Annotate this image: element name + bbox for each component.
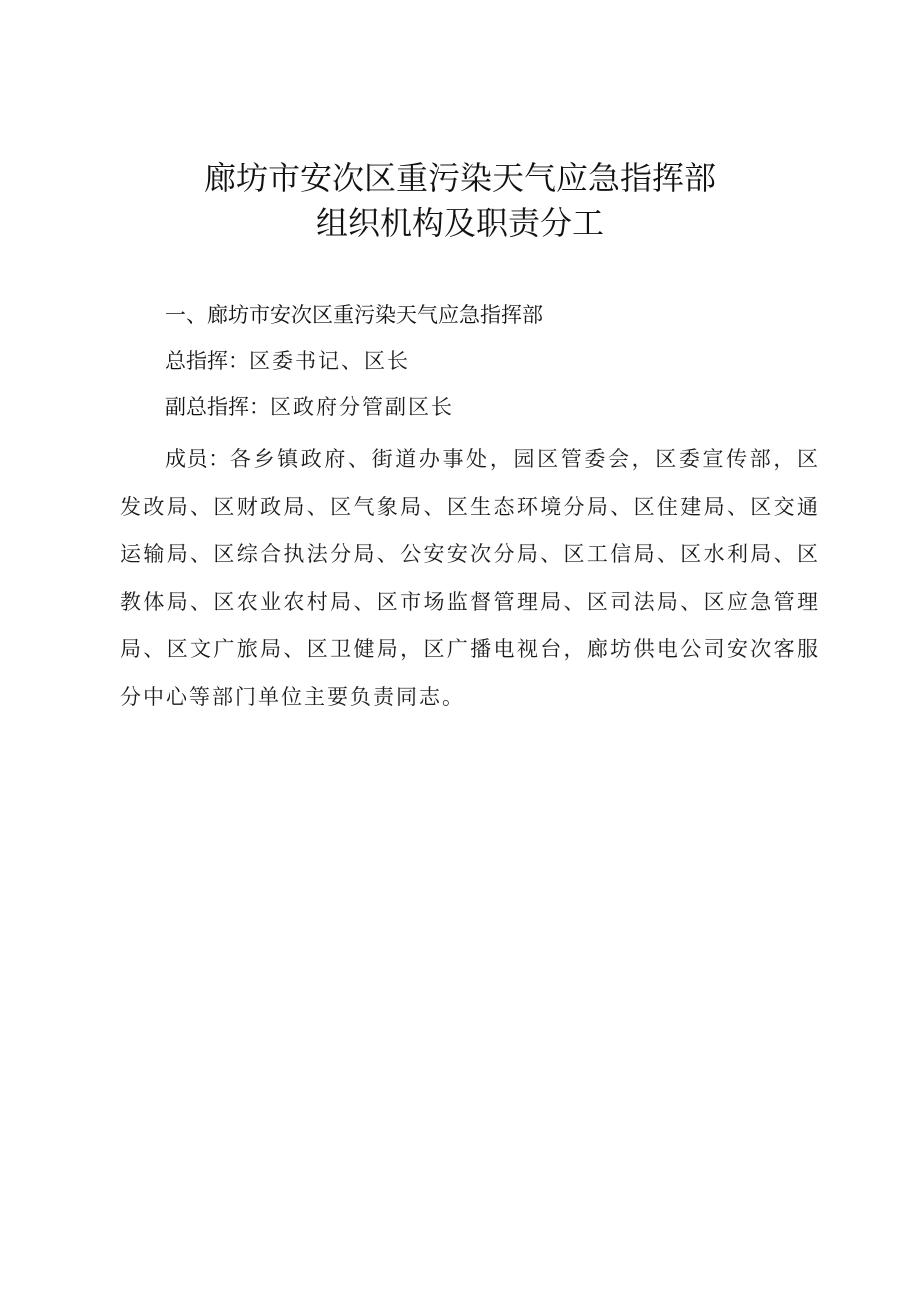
members-paragraph (120, 436, 820, 721)
members-value: 各乡镇政府、街道办事处，园区管委会，区委宣传部，区发改局、区财政局、区气象局、区生态环境分局、区住建局、区交通运输局、区综合执法分局、公安安次分局、区工信局、区水利局、区教体局、区农业农村局、区市场监督管理局、区司法局、区应急管理局、区文广旅局、区卫健局，区广播电视台，廊坊供电公司安次客服分中心等部门单位主要负责同志。 (120, 447, 820, 709)
document-title-line-2: 组织机构及职责分工 (315, 204, 604, 242)
deputy-commander-line (165, 392, 454, 422)
commander-label: 总指挥： (165, 349, 249, 373)
members-label: 成员： (165, 447, 230, 471)
section-1-heading: 一、廊坊市安次区重污染天气应急指挥部 (165, 303, 543, 327)
commander-line (165, 346, 410, 376)
deputy-commander-label: 副总指挥： (165, 395, 270, 419)
commander-value: 区委书记、区长 (249, 349, 410, 373)
document-title-line-1: 廊坊市安次区重污染天气应急指挥部 (203, 159, 716, 197)
deputy-commander-value: 区政府分管副区长 (270, 395, 454, 419)
